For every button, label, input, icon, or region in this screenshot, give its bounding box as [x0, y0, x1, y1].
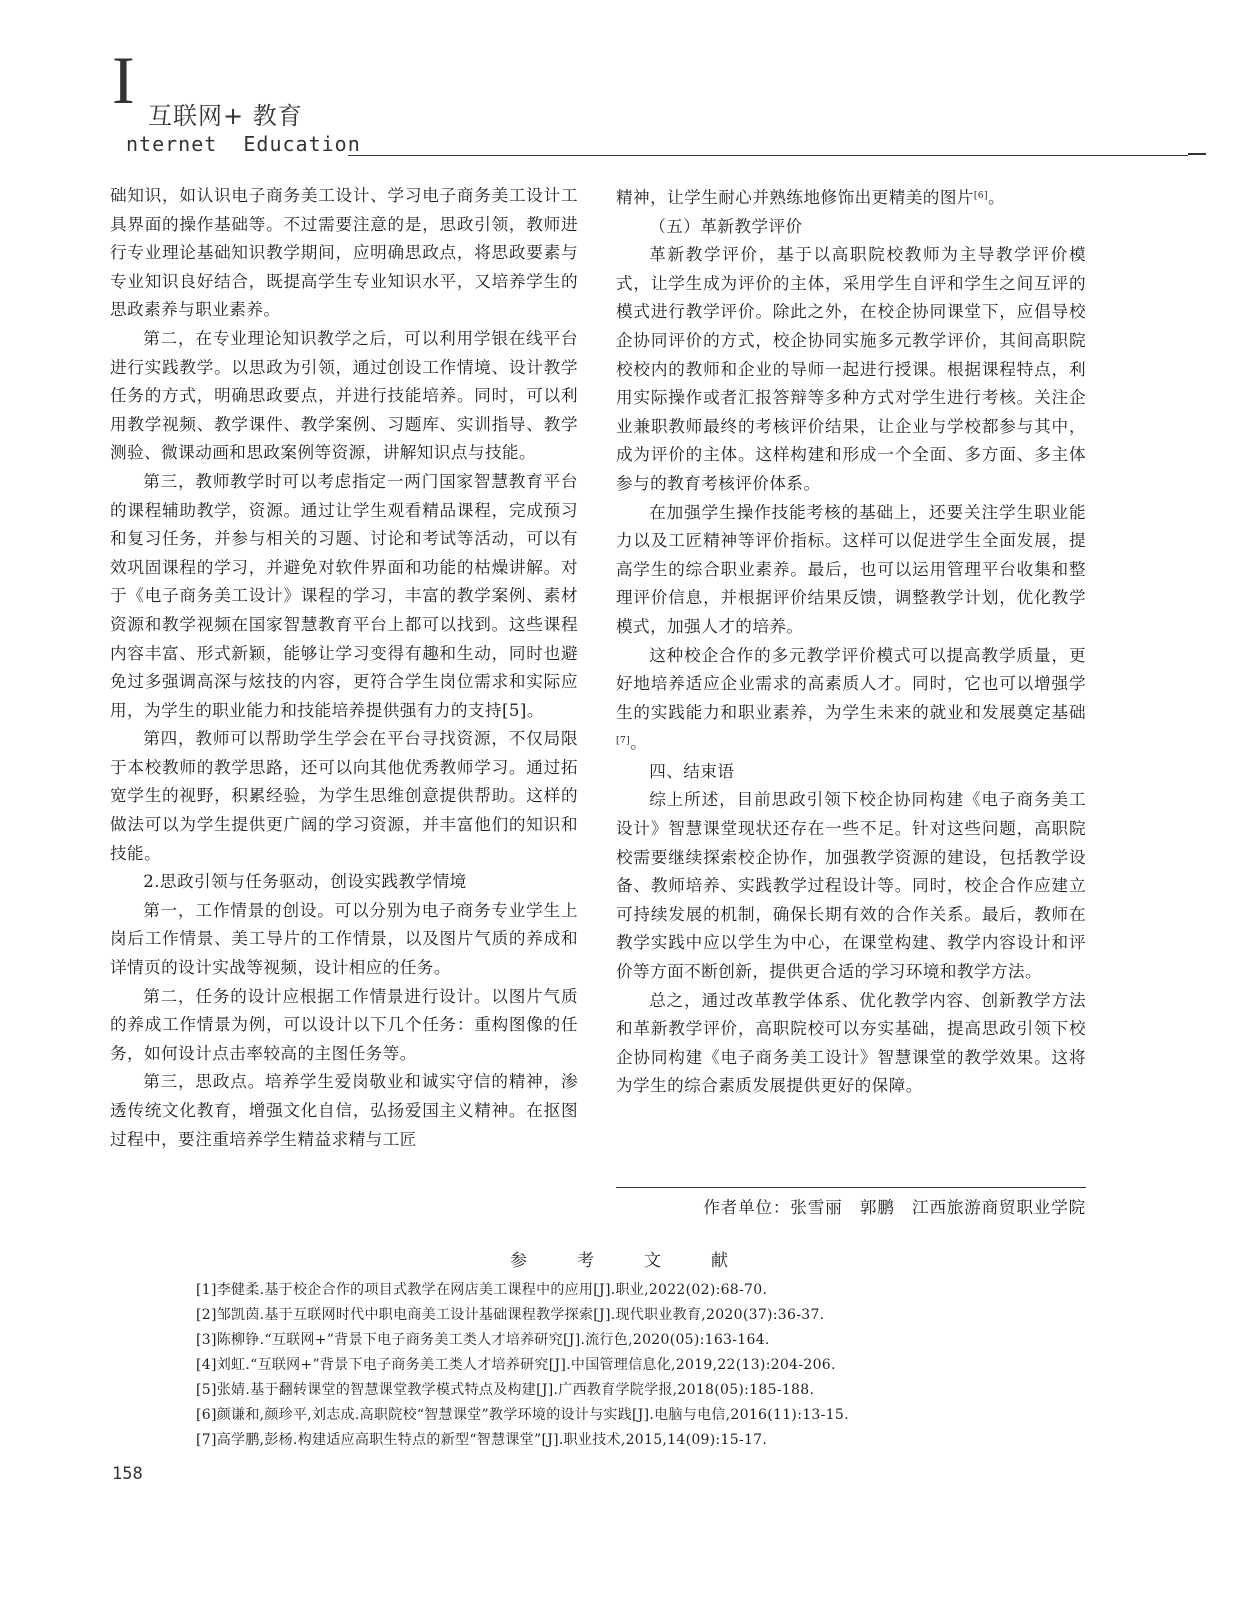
paragraph: 第三，思政点。培养学生爱岗敬业和诚实守信的精神，渗透传统文化教育，增强文化自信，弘扬爱国主义精神。在抠图过程中，要注重培养学生精益求精与工匠 [110, 1072, 578, 1149]
references-title: 参考文献 [510, 1251, 778, 1271]
paragraph: 第二，任务的设计应根据工作情景进行设计。以图片气质的养成工作情景为例，可以设计以下几个任务：重构图像的任务，如何设计点击率较高的主图任务等。 [110, 986, 578, 1063]
journal-logo-letter: I [112, 42, 135, 118]
paragraph: 综上所述，目前思政引领下校企协同构建《电子商务美工设计》智慧课堂现状还存在一些不足。针对这些问题，高职院校需要继续探索校企协作，加强教学资源的建设，包括教学设备、教师培养、实践教学过程设计等。同时，校企合作应建立可持续发展的机制，确保长期有效的合作关系。最后，教师在教学实践中应以学生为中心，在课堂构建、教学内容设计和评价等方面不断创新，提供更合适的学习环境和教学方法。 [616, 790, 1086, 982]
paragraph: 第二，在专业理论知识教学之后，可以利用学银在线平台进行实践教学。以思政为引领，通过创设工作情境、设计教学任务的方式，明确思政要点，并进行技能培养。同时，可以利用教学视频、教学课件、教学案例、习题库、实训指导、教学测验、微课动画和思政案例等资源，讲解知识点与技能。 [110, 328, 578, 463]
section-heading: 四、结束语 [649, 761, 735, 781]
paragraph: 第四，教师可以帮助学生学会在平台寻找资源，不仅局限于本校教师的教学思路，还可以向其他优秀教师学习。通过拓宽学生的视野，积累经验，为学生思维创意提供帮助。这样的做法可以为学生提供更广阔的学习资源，并丰富他们的知识和技能。 [110, 729, 578, 863]
page-number: 158 [112, 1464, 143, 1484]
paragraph: 这种校企合作的多元教学评价模式可以提高教学质量，更好地培养适应企业需求的高素质人才。同时，它也可以增强学生的实践能力和职业素养，为学生未来的就业和发展奠定基础[7]。 [616, 645, 1086, 753]
reference-item: [6]颜谦和,颜珍平,刘志成.高职院校“智慧课堂”教学环境的设计与实践[J].电脑与电信,2016(11):13-15. [196, 1407, 849, 1423]
journal-title-cn: 互联网+ 教育 [148, 102, 303, 130]
reference-item: [4]刘虹.“互联网+”背景下电子商务美工类人才培养研究[J].中国管理信息化,2019,22(13):204-206. [196, 1357, 836, 1373]
paragraph: 在加强学生操作技能考核的基础上，还要关注学生职业能力以及工匠精神等评价指标。这样可以促进学生全面发展，提高学生的综合职业素养。最后，也可以运用管理平台收集和整理评价信息，并根据评价结果反馈，调整教学计划，优化教学模式，加强人才的培养。 [616, 502, 1086, 636]
paragraph: 础知识，如认识电子商务美工设计、学习电子商务美工设计工具界面的操作基础等。不过需要注意的是，思政引领，教师进行专业理论基础知识教学期间，应明确思政点，将思政要素与专业知识良好结合，既提高学生专业知识水平，又培养学生的思政素养与职业素养。 [110, 186, 578, 320]
author-affiliation: 作者单位：张雪丽 郭鹏 江西旅游商贸职业学院 [703, 1198, 1086, 1217]
paragraph: 革新教学评价，基于以高职院校教师为主导教学评价模式，让学生成为评价的主体，采用学生自评和学生之间互评的模式进行教学评价。除此之外，在校企协同课堂下，应倡导校企协同评价的方式，校企协同实施多元教学评价，其间高职院校校内的教师和企业的导师一起进行授课。根据课程特点，利用实际操作或者汇报答辩等多种方式对学生进行考核。关注企业兼职教师最终的考核评价结果，让企业与学校都参与其中，成为评价的主体。这样构建和形成一个全面、多方面、多主体参与的教育考核评价体系。 [616, 245, 1086, 493]
reference-item: [5]张婧.基于翻转课堂的智慧课堂教学模式特点及构建[J].广西教育学院学报,2018(05):185-188. [196, 1382, 815, 1398]
reference-item: [3]陈柳铮.“互联网+”背景下电子商务美工类人才培养研究[J].流行色,2020(05):163-164. [196, 1332, 770, 1348]
section-subheading: 2.思政引领与任务驱动，创设实践教学情境 [143, 872, 467, 892]
header-rule [348, 155, 1188, 156]
reference-item: [2]邹凯茵.基于互联网时代中职电商美工设计基础课程教学探索[J].现代职业教育,2020(37):36-37. [196, 1307, 825, 1323]
journal-title-en: nternet Education [126, 132, 361, 156]
reference-item: [7]高学鹏,彭杨.构建适应高职生特点的新型“智慧课堂”[J].职业技术,2015,14(09):15-17. [196, 1432, 768, 1448]
right-column [616, 182, 1086, 1101]
journal-header [0, 0, 1248, 170]
citation-mark: [7] [616, 736, 631, 747]
header-rule-end [1188, 153, 1206, 155]
references-list [196, 1278, 1096, 1453]
paragraph: 第三，教师教学时可以考虑指定一两门国家智慧教育平台的课程辅助教学，资源。通过让学生观看精品课程，完成预习和复习任务，并参与相关的习题、讨论和考试等活动，可以有效巩固课程的学习，并避免对软件界面和功能的枯燥讲解。对于《电子商务美工设计》课程的学习，丰富的教学案例、素材资源和教学视频在国家智慧教育平台上都可以找到。这些课程内容丰富、形式新颖，能够让学习变得有趣和生动，同时也避免过多强调高深与炫技的内容，更符合学生岗位需求和实际应用，为学生的职业能力和技能培养提供强有力的支持[5]。 [110, 471, 578, 720]
author-rule [616, 1187, 1086, 1188]
left-column [110, 182, 578, 1154]
paragraph: 精神，让学生耐心并熟练地修饰出更精美的图片[6]。 [616, 188, 1006, 207]
reference-item: [1]李健柔.基于校企合作的项目式教学在网店美工课程中的应用[J].职业,2022(02):68-70. [196, 1282, 768, 1298]
paragraph: 第一，工作情景的创设。可以分别为电子商务专业学生上岗后工作情景、美工导片的工作情景，以及图片气质的养成和详情页的设计实战等视频，设计相应的任务。 [110, 900, 578, 978]
paragraph: 总之，通过改革教学体系、优化教学内容、创新教学方法和革新教学评价，高职院校可以夯实基础，提高思政引领下校企协同构建《电子商务美工设计》智慧课堂的教学效果。这将为学生的综合素质发展提供更好的保障。 [616, 990, 1086, 1096]
section-subheading: （五）革新教学评价 [649, 216, 803, 236]
citation-mark: [6] [973, 191, 989, 201]
